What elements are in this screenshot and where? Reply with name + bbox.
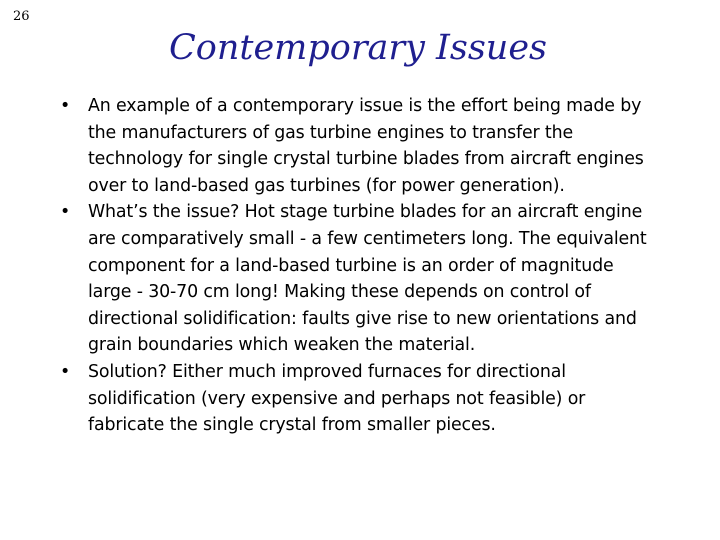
bullet-item xyxy=(60,93,650,199)
bullet-text: An example of a contemporary issue is the effort being made by the manufacturers of gas turbine engines to transfer the technology for single crystal turbine blades from aircraft engines over to land-based gas turbines (for power generation). xyxy=(88,96,644,196)
bullet-text: Solution? Either much improved furnaces for directional solidification (very expensive and perhaps not feasible) or fabricate the single crystal from smaller pieces. xyxy=(88,361,586,436)
bullet-text: What’s the issue? Hot stage turbine blades for an aircraft engine are comparatively small - a few centimeters long. The equivalent component for a land-based turbine is an order of magnitude large - 30-70 cm long! Making these depends on control of directional solidification: faults give rise to new orientations and grain boundaries which weaken the material. xyxy=(88,202,647,356)
bullet-item xyxy=(60,199,650,359)
bullet-item xyxy=(60,359,650,439)
slide-title: Contemporary Issues xyxy=(168,28,548,68)
bullet-icon: • xyxy=(60,202,71,223)
page-number: 26 xyxy=(13,9,30,24)
bullet-list xyxy=(60,93,650,439)
bullet-icon: • xyxy=(60,361,71,382)
bullet-icon: • xyxy=(60,96,71,116)
